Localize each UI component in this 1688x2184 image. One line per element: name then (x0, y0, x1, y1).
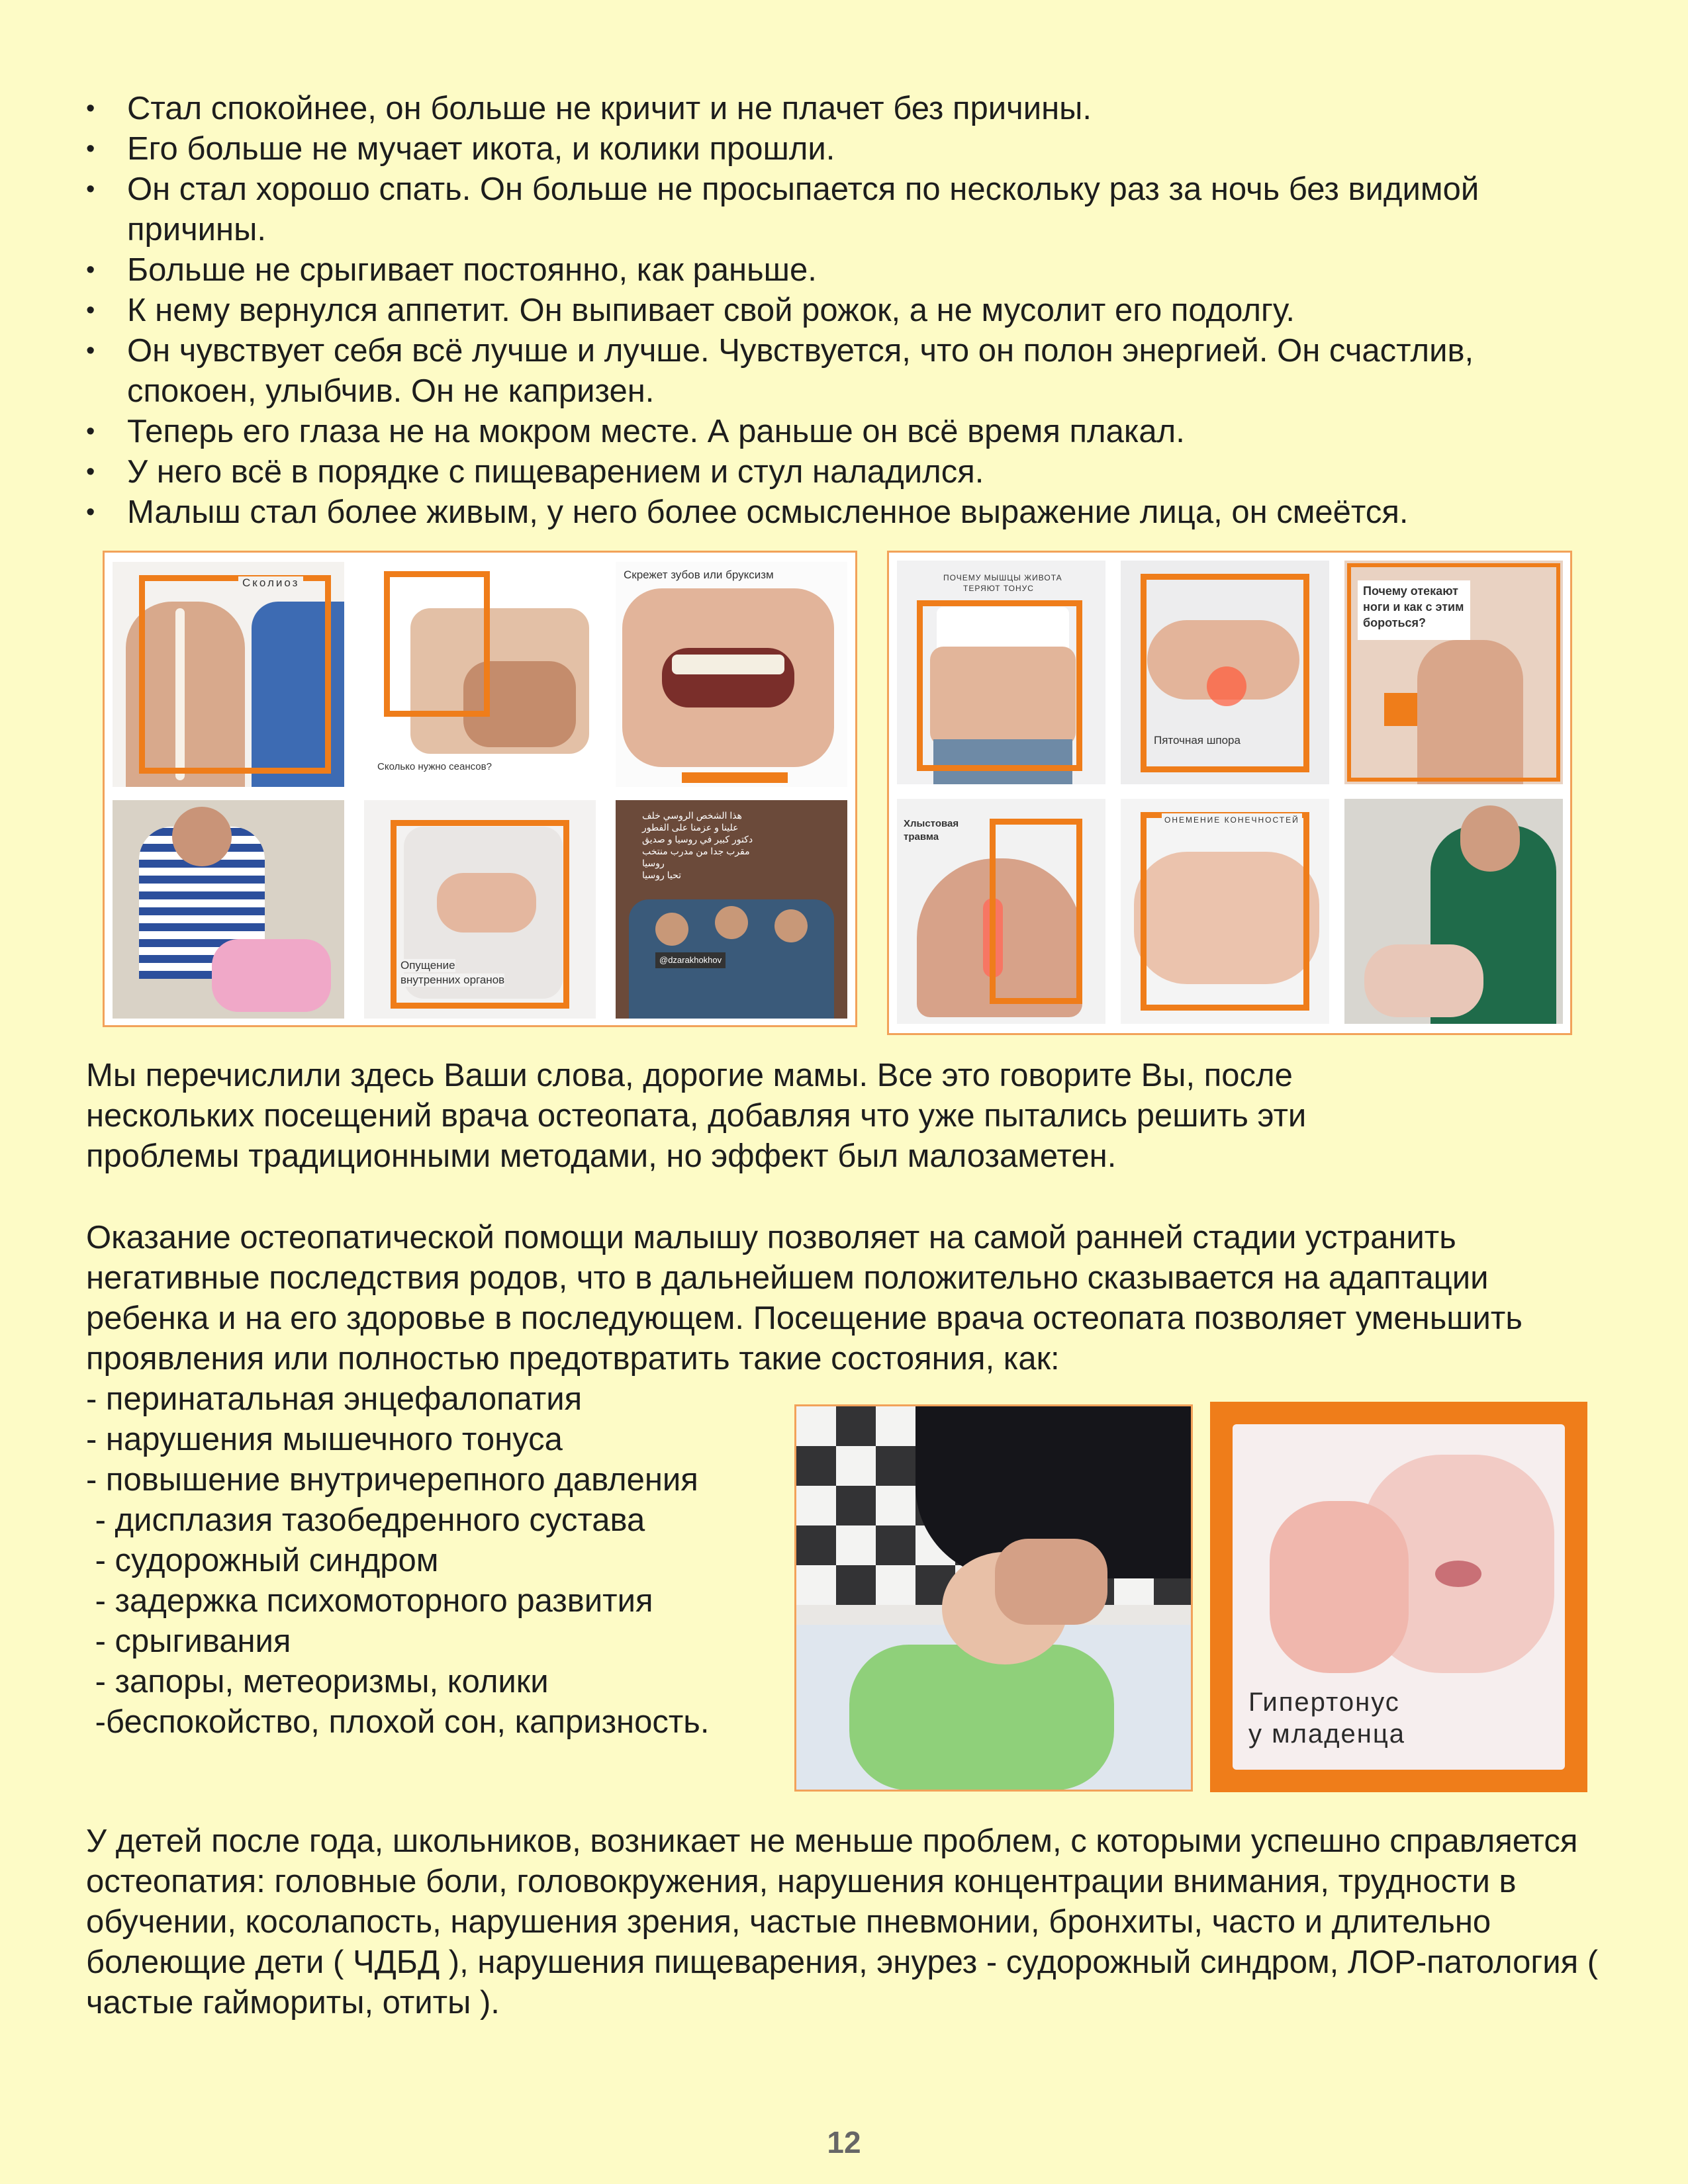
scoliosis-image (113, 562, 344, 787)
overlay-text: مقرب جدا من مدرب منتخب (642, 846, 750, 856)
list-item: • Он стал хорошо спать. Он больше не просыпается по нескольку раз за ночь без видимой причины. (86, 169, 1609, 250)
overlay-text: علينا و عزمنا على الفطور (642, 822, 739, 833)
tile-caption: Почему отекают (1363, 584, 1458, 598)
list-item: -беспокойство, плохой сон, капризность. (86, 1704, 710, 1740)
paragraph: У детей после года, школьников, возникает не меньше проблем, с которыми успешно справляется остеопатия: головные боли, головокружения, нарушения концентрации внимания, трудности в обучении, косолапость, нарушения зрения, частые пневмонии, бронхиты, часто и длительно болеющие дети ( ЧДБД ), нарушения пищеварения, энурез - судорожный синдром, ЛОР-патология ( частые гаймориты, отиты ). (86, 1823, 1599, 2021)
swollen-legs-image (1344, 561, 1563, 784)
tile-caption: ноги и как с этим (1363, 600, 1464, 614)
tile-caption: Хлыстовая (904, 818, 959, 829)
list-item: - задержка психомоторного развития (86, 1583, 653, 1619)
doctor-infant-photo (1344, 799, 1563, 1024)
overlay-tag: @dzarakhokhov (655, 952, 726, 968)
collage-left (103, 551, 857, 1027)
overlay-text: تحيا روسيا (642, 870, 682, 880)
page-number: 12 (827, 2125, 861, 2160)
list-item: - повышение внутричерепного давления (86, 1462, 698, 1498)
overlay-text: دكتور كبير في روسيا و صديق (642, 834, 753, 844)
list-item: - нарушения мышечного тонуса (86, 1422, 563, 1457)
list-item: • У него всё в порядке с пищеварением и стул наладился. (86, 452, 1609, 492)
list-item: • К нему вернулся аппетит. Он выпивает свой рожок, а не мусолит его подолгу. (86, 291, 1609, 331)
list-item: • Малыш стал более живым, у него более осмысленное выражение лица, он смеётся. (86, 492, 1609, 533)
overlay-text: هذا الشخص الروسي خلف (642, 810, 742, 821)
list-item: - перинатальная энцефалопатия (86, 1381, 583, 1417)
tile-caption: Опущение (400, 959, 455, 972)
list-item: • Стал спокойнее, он больше не кричит и не плачет без причины. (86, 89, 1609, 129)
organ-prolapse-image (364, 800, 596, 1019)
tile-caption: ОНЕМЕНИЕ КОНЕЧНОСТЕЙ (1162, 813, 1302, 827)
doctor-baby-photo (113, 800, 344, 1019)
result-list (86, 89, 1609, 533)
tile-caption: Скрежет зубов или бруксизм (624, 569, 774, 581)
massage-image (364, 562, 596, 787)
heel-spur-image (1121, 561, 1329, 784)
list-item: • Теперь его глаза не на мокром месте. А раньше он всё время плакал. (86, 412, 1609, 452)
paragraph: Оказание остеопатической помощи малышу позволяет на самой ранней стадии устранить негативные последствия родов, что в дальнейшем положительно сказывается на адаптации ребенка и на его здоровье в последующем. Посещение врача остеопата позволяет уменьшить проявления или полностью предотвратить такие состояния, как: (86, 1220, 1523, 1377)
tile-caption: ТЕРЯЮТ ТОНУС (963, 584, 1034, 593)
tile-caption: внутренних органов (400, 974, 505, 986)
bruxism-image (616, 562, 847, 787)
card-title: у младенца (1248, 1719, 1406, 1749)
whiplash-image (897, 799, 1105, 1024)
list-item: • Больше не срыгивает постоянно, как раньше. (86, 250, 1609, 291)
list-item: - дисплазия тазобедренного сустава (86, 1502, 645, 1538)
osteopath-infant-photo (794, 1404, 1193, 1792)
list-item: • Он чувствует себя всё лучше и лучше. Чувствуется, что он полон энергией. Он счастлив, спокоен, улыбчив. Он не капризен. (86, 331, 1609, 412)
abdominal-muscles-image (897, 561, 1105, 784)
tile-caption: Сколиоз (238, 576, 303, 590)
list-item: - срыгивания (86, 1623, 291, 1659)
tile-caption: Сколько нужно сеансов? (377, 761, 492, 772)
limb-numbness-image (1121, 799, 1329, 1024)
tile-caption: Пяточная шпора (1154, 734, 1241, 747)
tile-caption: бороться? (1363, 616, 1427, 629)
hypertonus-card (1210, 1402, 1587, 1792)
list-item: - запоры, метеоризмы, колики (86, 1664, 549, 1700)
list-item: - судорожный синдром (86, 1543, 439, 1578)
group-photo (616, 800, 847, 1019)
conditions-list (86, 1379, 801, 1743)
tile-caption: травма (904, 831, 939, 842)
card-title: Гипертонус (1248, 1688, 1400, 1717)
tile-caption: ПОЧЕМУ МЫШЦЫ ЖИВОТА (943, 573, 1062, 582)
collage-right (887, 551, 1572, 1035)
list-item: • Его больше не мучает икота, и колики прошли. (86, 129, 1609, 169)
paragraph: Мы перечислили здесь Ваши слова, дорогие мамы. Все это говорите Вы, после нескольких посещений врача остеопата, добавляя что уже пытались решить эти проблемы традиционными методами, но эффект был малозаметен. (86, 1058, 1307, 1174)
overlay-text: روسيا (642, 858, 665, 868)
